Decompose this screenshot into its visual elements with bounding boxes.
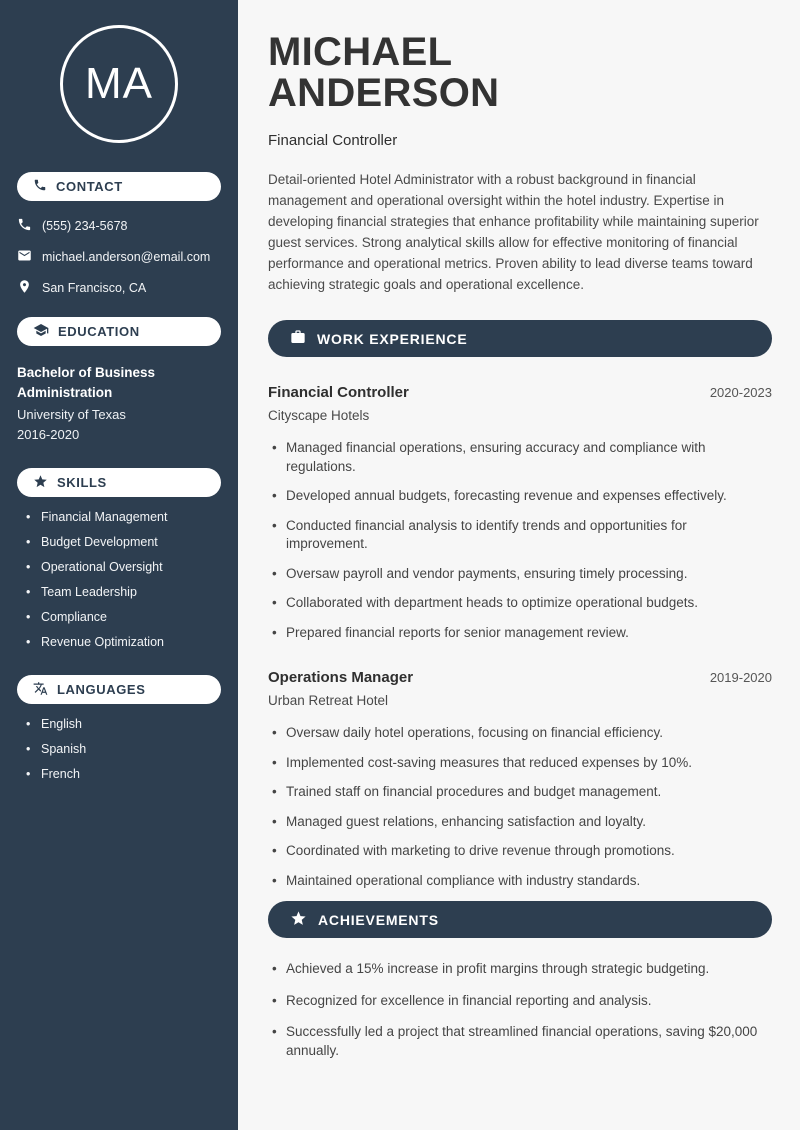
job-bullet: • Conducted financial analysis to identify trends and opportunities for improvement. <box>268 517 772 554</box>
job-company: Cityscape Hotels <box>268 408 370 423</box>
language-item: • Spanish <box>17 743 221 756</box>
contact-list <box>17 217 221 297</box>
job-head <box>268 384 772 401</box>
star-icon <box>290 910 307 930</box>
skill-item: • Revenue Optimization <box>17 636 221 649</box>
job-bullet: • Oversaw payroll and vendor payments, ensuring timely processing. <box>268 565 772 584</box>
job-dates: 2019-2020 <box>709 670 772 685</box>
achievements-list <box>268 960 772 1060</box>
job-bullet-list <box>268 439 772 642</box>
professional-summary: Detail-oriented Hotel Administrator with a robust background in financial management and operational oversight within the hotel industry. Expertise in developing financial strategies that enhance profitability while maintaining superior guest services. Strong analytical skills allow for effective monitoring of financial performance and operational metrics. Proven ability to lead diverse teams toward achieving strategic goals and operational excellence. <box>268 172 759 292</box>
skills-list <box>17 511 221 649</box>
candidate-last-name: ANDERSON <box>268 71 500 115</box>
contact-location <box>17 279 221 297</box>
languages-list <box>17 718 221 781</box>
avatar-initials: MA <box>85 59 153 108</box>
education-entry <box>17 363 221 442</box>
contact-email-value: michael.anderson@email.com <box>42 250 211 264</box>
achievement-bullet: • Recognized for excellence in financial reporting and analysis. <box>268 992 772 1011</box>
contact-section-header <box>17 172 221 201</box>
achievement-bullet: • Successfully led a project that streamlined financial operations, saving $20,000 annually. <box>268 1023 772 1060</box>
job-title: Financial Controller <box>268 384 409 401</box>
skill-item: • Compliance <box>17 611 221 624</box>
job-title: Operations Manager <box>268 669 414 686</box>
job-bullet: • Maintained operational compliance with industry standards. <box>268 872 772 891</box>
avatar <box>60 25 178 143</box>
work-experience-header <box>268 320 772 357</box>
job-bullet: • Collaborated with department heads to optimize operational budgets. <box>268 594 772 613</box>
job-bullet: • Implemented cost-saving measures that reduced expenses by 10%. <box>268 754 772 773</box>
job-bullet-list <box>268 724 772 890</box>
phone-icon <box>17 217 32 235</box>
briefcase-icon <box>290 329 306 348</box>
location-pin-icon <box>17 279 32 297</box>
languages-section-title: LANGUAGES <box>57 682 146 697</box>
job-bullet: • Developed annual budgets, forecasting revenue and expenses effectively. <box>268 487 772 506</box>
achievement-bullet: • Achieved a 15% increase in profit margins through strategic budgeting. <box>268 960 772 979</box>
skill-item: • Budget Development <box>17 536 221 549</box>
education-section-title: EDUCATION <box>58 324 140 339</box>
candidate-name <box>268 32 772 114</box>
skill-item: • Operational Oversight <box>17 561 221 574</box>
education-section-header <box>17 317 221 346</box>
job-dates: 2020-2023 <box>709 385 772 400</box>
job-bullet: • Managed guest relations, enhancing satisfaction and loyalty. <box>268 813 772 832</box>
education-degree: Bachelor of Business Administration <box>17 365 156 400</box>
contact-email <box>17 248 221 266</box>
email-icon <box>17 248 32 266</box>
skills-section-header <box>17 468 221 497</box>
phone-icon <box>33 178 47 195</box>
job-company: Urban Retreat Hotel <box>268 693 389 708</box>
job-bullet: • Coordinated with marketing to drive revenue through promotions. <box>268 842 772 861</box>
job-head <box>268 669 772 686</box>
candidate-first-name: MICHAEL <box>268 30 453 74</box>
star-icon <box>33 474 48 492</box>
candidate-role-title: Financial Controller <box>268 132 398 149</box>
contact-phone-value: (555) 234-5678 <box>42 219 128 233</box>
languages-section-header <box>17 675 221 704</box>
work-experience-title: WORK EXPERIENCE <box>317 330 468 347</box>
skills-section-title: SKILLS <box>57 475 107 490</box>
contact-section-title: CONTACT <box>56 179 123 194</box>
graduation-cap-icon <box>33 322 49 341</box>
education-years: 2016-2020 <box>17 427 80 442</box>
main-content <box>238 0 800 1130</box>
contact-location-value: San Francisco, CA <box>42 281 147 295</box>
contact-phone <box>17 217 221 235</box>
education-school: University of Texas <box>17 407 126 422</box>
sidebar <box>0 0 238 1130</box>
translate-icon <box>33 681 48 699</box>
job-bullet: • Oversaw daily hotel operations, focusing on financial efficiency. <box>268 724 772 743</box>
language-item: • English <box>17 718 221 731</box>
job-entry <box>268 384 772 642</box>
job-bullet: • Prepared financial reports for senior management review. <box>268 624 772 643</box>
skill-item: • Financial Management <box>17 511 221 524</box>
achievements-title: ACHIEVEMENTS <box>318 911 439 928</box>
job-bullet: • Trained staff on financial procedures and budget management. <box>268 783 772 802</box>
achievements-header <box>268 901 772 938</box>
language-item: • French <box>17 768 221 781</box>
job-bullet: • Managed financial operations, ensuring accuracy and compliance with regulations. <box>268 439 772 476</box>
skill-item: • Team Leadership <box>17 586 221 599</box>
job-entry <box>268 669 772 890</box>
